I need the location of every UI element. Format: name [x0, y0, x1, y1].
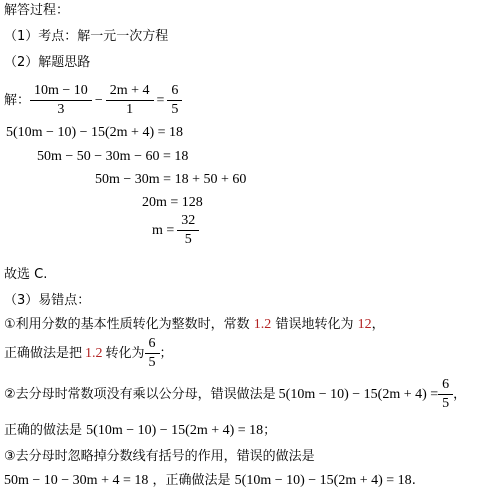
- solve-label: 解：: [4, 93, 31, 108]
- equation-original: [4, 84, 182, 117]
- error-1-value: 1.2: [253, 317, 272, 332]
- error-2-fix: [4, 424, 276, 438]
- fraction-rhs-numerator: 6: [171, 83, 179, 98]
- fraction-1-numerator: 10m − 10: [34, 83, 88, 98]
- error-1: [4, 318, 385, 332]
- section-2-approach: （2）解题思路: [4, 55, 91, 70]
- step-3: 50m − 30m = 18 + 50 + 60: [95, 172, 247, 187]
- error-1-fix-text-b: 转化为: [105, 346, 145, 361]
- error-1-fix-punct: ；: [159, 346, 173, 361]
- fraction-1: [32, 84, 90, 117]
- fraction-2-numerator: 2m + 4: [109, 83, 150, 98]
- error-2-text-a: ②去分母时常数项没有乘以公分母，错误做法是: [4, 387, 276, 402]
- step-5-numerator: 32: [181, 213, 196, 228]
- minus-sign: −: [94, 92, 103, 108]
- error-1-fix-value: 1.2: [85, 345, 103, 361]
- fraction-rhs: [169, 84, 180, 117]
- fraction-2: [108, 84, 152, 117]
- error-1-punct: ，: [371, 317, 385, 332]
- error-1-fix-numerator: 6: [148, 336, 156, 351]
- error-1-text-b: 错误地转化为: [275, 317, 354, 332]
- fraction-1-denominator: 3: [30, 100, 92, 117]
- error-1-fix: [4, 337, 173, 370]
- error-1-fix-fraction: [147, 337, 158, 370]
- error-3-wrong-expr: 50m − 10 − 30m + 4 = 18: [4, 473, 149, 488]
- error-1-text-a: ①利用分数的基本性质转化为整数时，常数: [4, 317, 250, 332]
- error-2-fix-punct: ；: [263, 423, 277, 438]
- error-3-right-expr: 5(10m − 10) − 15(2m + 4) = 18: [234, 473, 412, 488]
- equals-sign: =: [156, 92, 165, 108]
- fraction-rhs-denominator: 5: [167, 100, 182, 117]
- section-3-common-errors: （3）易错点：: [4, 293, 91, 308]
- error-2-punct: ，: [453, 387, 467, 402]
- step-5-fraction: [179, 214, 197, 247]
- error-2-fix-expr: 5(10m − 10) − 15(2m + 4) = 18: [86, 423, 264, 438]
- error-3-line-2: [4, 474, 416, 488]
- error-1-value2: 12: [357, 317, 372, 332]
- step-5-denominator: 5: [177, 230, 199, 247]
- error-2-expr: 5(10m − 10) − 15(2m + 4) =: [278, 386, 439, 402]
- error-1-fix-text-a: 正确做法是把: [4, 346, 83, 361]
- error-2-fraction: [440, 378, 451, 411]
- step-4: 20m = 128: [142, 195, 203, 210]
- error-2: [4, 378, 466, 411]
- error-3: ③去分母时忽略掉分数线有括号的作用，错误的做法是: [4, 449, 315, 464]
- fraction-2-denominator: 1: [106, 100, 154, 117]
- error-2-numerator: 6: [442, 377, 450, 392]
- error-2-denominator: 5: [438, 394, 453, 411]
- step-1: 5(10m − 10) − 15(2m + 4) = 18: [6, 125, 184, 140]
- error-1-fix-denominator: 5: [145, 353, 160, 370]
- answer: 故选 C.: [4, 267, 48, 282]
- step-5: [152, 214, 199, 247]
- error-3-mid-text: ，正确做法是: [152, 473, 231, 488]
- error-2-fix-text-a: 正确的做法是: [4, 423, 83, 438]
- error-3-punct: .: [411, 473, 416, 488]
- step-5-lhs: m =: [152, 222, 175, 238]
- step-2: 50m − 50 − 30m − 60 = 18: [37, 149, 189, 164]
- heading: 解答过程：: [4, 3, 70, 18]
- section-1-topic: （1）考点：解一元一次方程: [4, 29, 169, 44]
